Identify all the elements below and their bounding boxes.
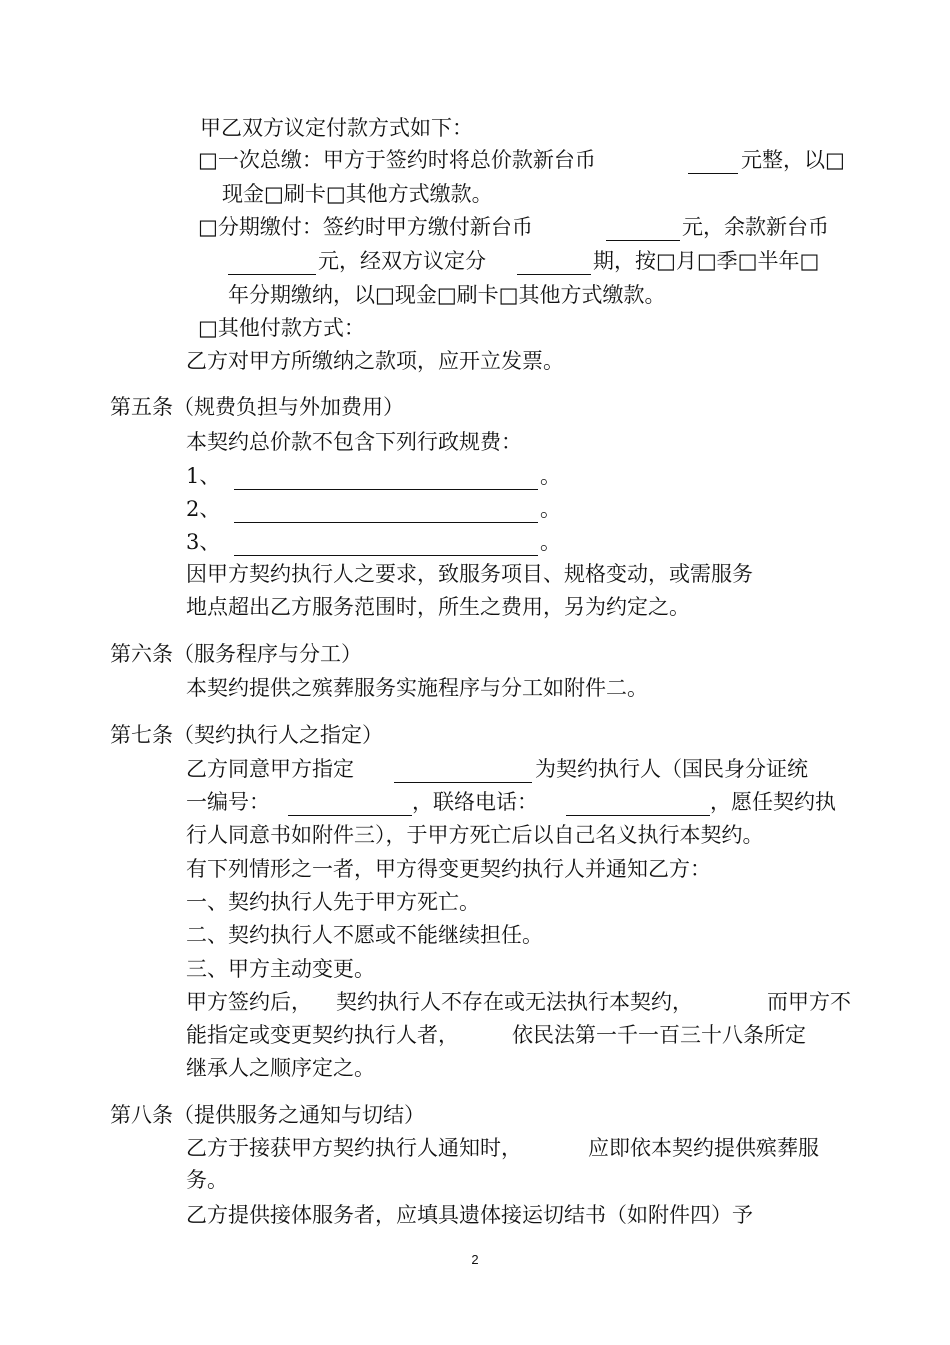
fee-item-end: 。 [540, 530, 561, 554]
article-7-text: 乙方同意甲方指定 [186, 757, 354, 781]
fee-item-blank[interactable] [234, 500, 538, 523]
article-7-text: 继承人之顺序定之。 [186, 1056, 375, 1080]
article-7-text: 有下列情形之一者，甲方得变更契约执行人并通知乙方： [186, 857, 711, 881]
article-6-para: 本契约提供之殡葬服务实施程序与分工如附件二。 [186, 676, 648, 700]
article-7-condition: 三、甲方主动变更。 [186, 957, 375, 981]
article-7-condition: 二、契约执行人不愿或不能继续担任。 [186, 923, 543, 947]
article-7-text: 甲方签约后， [186, 990, 312, 1014]
executor-phone-blank[interactable] [566, 793, 710, 816]
article-8-heading: 第八条（提供服务之通知与切结） [110, 1103, 425, 1127]
article-7-text: ，联络电话： [412, 790, 538, 814]
article-7-text: ，愿任契约执 [710, 790, 836, 814]
article-7-text: 依民法第一千一百三十八条所定 [512, 1023, 806, 1047]
invoice-clause: 乙方对甲方所缴纳之款项，应开立发票。 [186, 349, 564, 373]
page-number: 2 [471, 1252, 479, 1267]
payment-intro: 甲乙双方议定付款方式如下： [200, 116, 473, 140]
article-7-text: 能指定或变更契约执行人者， [186, 1023, 459, 1047]
article-7-text: 行人同意书如附件三），于甲方死亡后以自己名义执行本契约。 [186, 823, 764, 847]
installment-periods-text: 元，经双方议定分 [318, 249, 486, 273]
article-5-para: 因甲方契约执行人之要求，致服务项目、规格变动，或需服务 [186, 562, 753, 586]
article-8-text: 应即依本契约提供殡葬服 [588, 1136, 819, 1160]
article-7-text: 而甲方不 [767, 990, 851, 1014]
executor-name-blank[interactable] [394, 760, 532, 783]
installment-periods-blank[interactable] [517, 252, 591, 275]
article-7-condition: 一、契约执行人先于甲方死亡。 [186, 890, 480, 914]
article-5-para: 地点超出乙方服务范围时，所生之费用，另为约定之。 [186, 595, 690, 619]
installment-frequency: 期，按□月□季□半年□ [593, 249, 820, 273]
article-8-text: 务。 [186, 1168, 228, 1192]
fee-item-end: 。 [540, 464, 561, 488]
lump-sum-line [198, 146, 596, 174]
article-7-text: 一编号： [186, 790, 270, 814]
lump-sum-text: □一次总缴：甲方于签约时将总价款新台币 [198, 148, 596, 172]
installment-remainder-blank[interactable] [228, 252, 316, 275]
executor-id-blank[interactable] [288, 793, 412, 816]
lump-sum-amount-blank[interactable] [688, 151, 738, 174]
article-8-text: 乙方提供接体服务者，应填具遗体接运切结书（如附件四）予 [186, 1203, 753, 1227]
lump-sum-method: 现金□刷卡□其他方式缴款。 [222, 182, 493, 206]
installment-text: □分期缴付：签约时甲方缴付新台币 [198, 215, 533, 239]
fee-item-blank[interactable] [234, 533, 538, 556]
installment-down-blank[interactable] [606, 218, 680, 241]
installment-remainder: 元，余款新台币 [682, 215, 829, 239]
installment-method: 年分期缴纳，以□现金□刷卡□其他方式缴款。 [228, 283, 666, 307]
fee-item-blank[interactable] [234, 467, 538, 490]
article-7-text: 契约执行人不存在或无法执行本契约， [336, 990, 693, 1014]
lump-sum-unit: 元整，以□ [741, 148, 845, 172]
article-5-intro: 本契约总价款不包含下列行政规费： [186, 430, 522, 454]
other-payment: □其他付款方式： [198, 316, 365, 340]
fee-item-label: 2、 [186, 497, 221, 521]
fee-item-end: 。 [540, 497, 561, 521]
article-6-heading: 第六条（服务程序与分工） [110, 642, 362, 666]
article-7-heading: 第七条（契约执行人之指定） [110, 723, 383, 747]
article-8-text: 乙方于接获甲方契约执行人通知时， [186, 1136, 522, 1160]
article-7-text: 为契约执行人（国民身分证统 [535, 757, 808, 781]
article-5-heading: 第五条（规费负担与外加费用） [110, 395, 404, 419]
fee-item-label: 1、 [186, 464, 221, 488]
fee-item-label: 3、 [186, 530, 221, 554]
